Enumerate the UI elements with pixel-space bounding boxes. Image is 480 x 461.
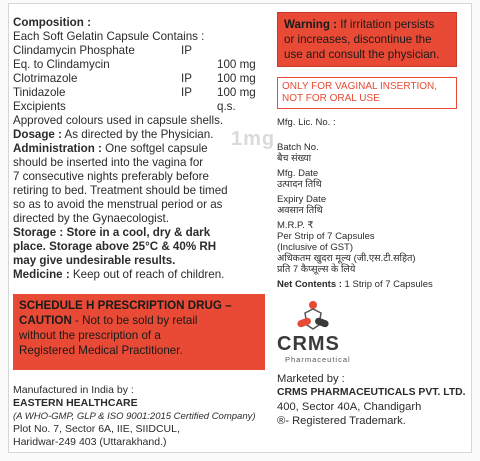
warning-text: use and consult the physician. xyxy=(284,48,440,61)
gst-label: (Inclusive of GST) xyxy=(277,242,354,253)
administration-text: so as to avoid the menstrual period or as xyxy=(13,198,223,211)
composition-row xyxy=(13,58,265,72)
manufacturer-label: Manufactured in India by : xyxy=(13,384,134,396)
mfg-date-label-hindi: उत्पादन तिथि xyxy=(277,179,322,190)
caution-label: CAUTION xyxy=(19,314,72,327)
schedule-caution-line xyxy=(19,313,259,328)
mrp-field xyxy=(277,220,473,275)
logo-wordmark: CRMS xyxy=(277,333,340,355)
logo-tagline: Pharmaceutical xyxy=(285,355,351,364)
ingredient-qty: 100 mg xyxy=(217,58,256,71)
storage-text: may give undesirable results. xyxy=(13,254,176,267)
medicine-text: Keep out of reach of children. xyxy=(69,268,225,281)
storage-text: place. Storage above 25°C & 40% RH xyxy=(13,240,217,253)
capsule-logo-icon xyxy=(295,297,331,331)
mfg-date-field xyxy=(277,168,473,190)
schedule-text: without the prescription of a xyxy=(19,329,161,342)
administration-text: directed by the Gynaecologist. xyxy=(13,212,169,225)
per-strip-label: Per Strip of 7 Capsules xyxy=(277,231,375,242)
schedule-title: SCHEDULE H PRESCRIPTION DRUG – xyxy=(19,299,232,312)
ingredient-qty: 100 mg xyxy=(217,72,256,85)
ingredient-standard: IP xyxy=(181,44,192,57)
ingredient-standard: IP xyxy=(181,72,192,85)
storage-line xyxy=(13,226,265,240)
schedule-h-warning-box xyxy=(13,294,265,370)
administration-label: Administration : xyxy=(13,142,102,155)
manufacturer-address: Plot No. 7, Sector 6A, IIE, SIIDCUL, xyxy=(13,423,180,435)
vaginal-text: ONLY FOR VAGINAL INSERTION, xyxy=(282,81,438,92)
marketer-address: 400, Sector 40A, Chandigarh xyxy=(277,401,422,413)
composition-row xyxy=(13,100,265,114)
net-contents-value: 1 Strip of 7 Capsules xyxy=(341,279,433,290)
composition-title: Composition : xyxy=(13,16,91,29)
manufacturer-block xyxy=(13,384,263,449)
batch-field xyxy=(277,142,473,164)
medicine-label: Medicine : xyxy=(13,268,70,281)
marketer-block xyxy=(277,372,473,428)
dosage-label: Dosage : xyxy=(13,128,62,141)
colours-note: Approved colours used in capsule shells. xyxy=(13,114,224,127)
left-column xyxy=(13,16,265,282)
marketer-label: Marketed by : xyxy=(277,373,345,385)
strip-label-hindi: प्रति 7 कैप्सूल्स के लिये xyxy=(277,264,356,275)
vaginal-text: NOT FOR ORAL USE xyxy=(282,93,380,104)
administration-text: One softgel capsule xyxy=(101,142,208,155)
composition-row xyxy=(13,86,265,100)
expiry-label: Expiry Date xyxy=(277,194,327,205)
ingredient-standard: IP xyxy=(181,86,192,99)
expiry-label-hindi: अवसान तिथि xyxy=(277,205,323,216)
composition-row xyxy=(13,72,265,86)
crms-logo xyxy=(277,297,397,363)
mfg-date-label: Mfg. Date xyxy=(277,168,319,179)
mrp-label-hindi: अधिकतम खुदरा मूल्य (जी.एस.टी.सहित) xyxy=(277,253,416,264)
administration-line xyxy=(13,142,265,156)
net-contents-label: Net Contents : xyxy=(277,279,342,290)
expiry-field xyxy=(277,194,473,216)
administration-text: 7 consecutive nights preferably before xyxy=(13,170,209,183)
composition-row xyxy=(13,44,265,58)
warning-box xyxy=(277,12,457,67)
ingredient-name: Excipients xyxy=(13,100,66,113)
right-column xyxy=(277,12,473,290)
administration-text: should be inserted into the vagina for xyxy=(13,156,204,169)
ingredient-name: Clindamycin Phosphate xyxy=(13,44,135,57)
manufacturer-cert: (A WHO-GMP, GLP & ISO 9001:2015 Certified Company) xyxy=(13,411,256,422)
caution-text: - Not to be sold by retail xyxy=(71,314,198,327)
schedule-text: Registered Medical Practitioner. xyxy=(19,344,183,357)
dosage-line xyxy=(13,128,265,142)
medicine-line xyxy=(13,268,265,282)
storage-text: Store in a cool, dry & dark xyxy=(63,226,211,239)
administration-text: retiring to bed. Treatment should be timed xyxy=(13,184,228,197)
watermark: 1mg xyxy=(231,128,276,150)
manufacturer-address: Haridwar-249 403 (Uttarakhand.) xyxy=(13,436,167,448)
ingredient-name: Eq. to Clindamycin xyxy=(13,58,110,71)
ingredient-name: Tinidazole xyxy=(13,86,66,99)
batch-label: Batch No. xyxy=(277,142,319,153)
trademark-note: ®- Registered Trademark. xyxy=(277,415,406,427)
ingredient-qty: 100 mg xyxy=(217,86,256,99)
ingredient-name: Clotrimazole xyxy=(13,72,78,85)
batch-label-hindi: बैच संख्या xyxy=(277,153,312,164)
vaginal-use-notice xyxy=(277,77,457,109)
manufacturer-name: EASTERN HEALTHCARE xyxy=(13,397,138,409)
warning-text: or increases, discontinue the xyxy=(284,33,432,46)
dosage-text: As directed by the Physician. xyxy=(61,128,214,141)
carton-panel xyxy=(8,3,472,453)
warning-text: If irritation persists xyxy=(337,18,435,31)
mfg-lic-label: Mfg. Lic. No. : xyxy=(277,117,336,128)
ingredient-qty: q.s. xyxy=(217,100,236,113)
warning-label: Warning : xyxy=(284,18,338,31)
storage-label: Storage : xyxy=(13,226,64,239)
marketer-name: CRMS PHARMACEUTICALS PVT. LTD. xyxy=(277,387,466,398)
composition-intro: Each Soft Gelatin Capsule Contains : xyxy=(13,30,205,43)
net-contents xyxy=(277,279,473,290)
warning-line xyxy=(284,17,450,32)
mrp-label: M.R.P. ₹ xyxy=(277,220,314,231)
